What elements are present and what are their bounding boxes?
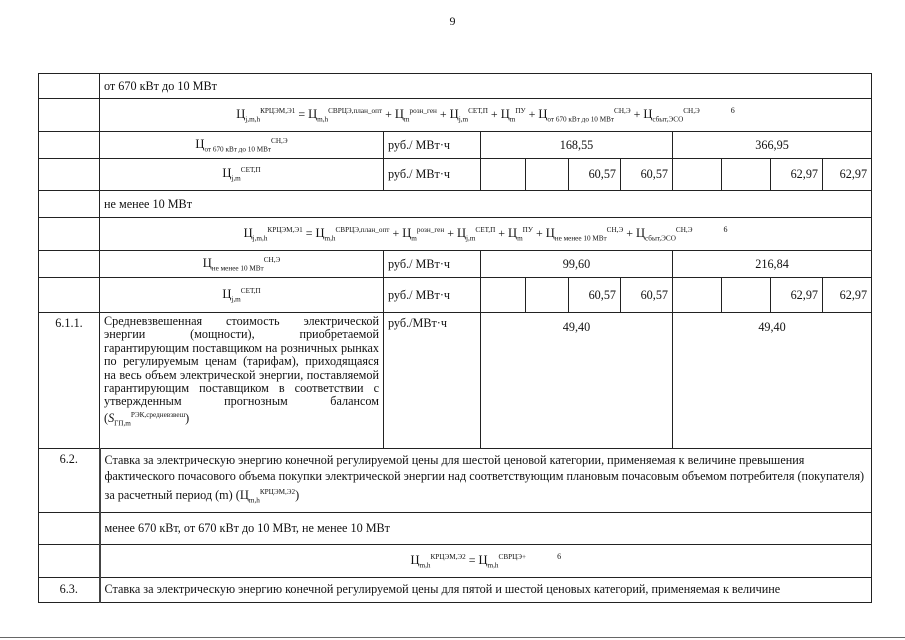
- value-cell: 49,40: [673, 313, 872, 449]
- table-row: [39, 74, 872, 99]
- table-row: [39, 159, 872, 191]
- item-number: 6.2.: [39, 449, 100, 513]
- page-edge-line: [0, 637, 905, 638]
- item-description: Ставка за электрическую энергию конечной регулируемой цены для пятой и шестой ценовых категорий, применяемая к величине: [100, 577, 872, 602]
- table-row: [39, 544, 872, 577]
- value-cell: [526, 278, 569, 313]
- value-cell: 60,57: [569, 159, 621, 191]
- tariff-table: [38, 73, 872, 603]
- item-description: Средневзвешенная стоимость электрической энергии (мощности), приобретаемой гарантирующим поставщиком на розничных рынках по регулируемым ценам (тарифам), приходящаяся на весь объем электрической энергии, поставляемой гарантирующим поставщиком в соответствии с утвержденным прогнозным балансом $(S_{ГП,m}^{РЭК,средневзвеш})$: [100, 313, 384, 449]
- footnote-mark: 6: [730, 106, 735, 116]
- unit-cell: руб./ МВт·ч: [384, 159, 481, 191]
- value-cell: 216,84: [673, 251, 872, 278]
- symbol-set-670: $Ц_{j,m}^{СЕТ,П}$: [100, 159, 384, 191]
- footnote-mark: 6: [723, 225, 728, 235]
- table-row: [39, 99, 872, 132]
- value-cell: 60,57: [569, 278, 621, 313]
- table-row: [39, 251, 872, 278]
- value-cell: 168,55: [481, 132, 673, 159]
- symbol-sn-670: $Ц_{от 670 кВт до 10 МВт}^{СН,Э}$: [100, 132, 384, 159]
- page-number: 9: [449, 14, 456, 28]
- unit-cell: руб./ МВт·ч: [384, 251, 481, 278]
- table-row: [39, 449, 872, 513]
- table-row: [39, 313, 872, 449]
- value-cell: [673, 159, 722, 191]
- value-cell: 60,57: [621, 278, 673, 313]
- formula-e2: $Ц_{m,h}^{КРЦЭМ,Э2} = Ц_{m,h}^{СВРЦЭ+}$ $^6$: [100, 544, 872, 577]
- section-heading: от 670 кВт до 10 МВт: [100, 74, 872, 99]
- value-cell: 62,97: [771, 159, 823, 191]
- item-description: Ставка за электрическую энергию конечной регулируемой цены для шестой ценовой категории, применяемая к величине превышения фактического почасового объема покупки электрической энергии над соответствующим плановым почасовым объемом потребителя (покупателя) за расчетный период (m) $(Ц_{m,h}^{КРЦЭМ,Э2})$: [100, 449, 872, 513]
- formula-e1-10: $Ц_{j,m,h}^{КРЦЭМ,Э1} = Ц_{m,h}^{СВРЦЭ,план\_опт} + Ц_m^{розн\_ген} + Ц_{j,m}^{СЕТ,П} + Ц_m^{ПУ} + Ц_{не менее 10 МВт}^{СН,Э} + Ц_{сбыт,ЭСО}^{СН,Э}$ $^6$: [100, 218, 872, 251]
- value-cell: [722, 278, 771, 313]
- value-cell: [722, 159, 771, 191]
- table-row: [39, 577, 872, 602]
- value-cell: 366,95: [673, 132, 872, 159]
- value-cell: 49,40: [481, 313, 673, 449]
- table-row: [39, 512, 872, 544]
- value-cell: [526, 159, 569, 191]
- value-cell: [481, 278, 526, 313]
- value-cell: [481, 159, 526, 191]
- table-row: [39, 191, 872, 218]
- value-cell: [673, 278, 722, 313]
- symbol-set-10: $Ц_{j,m}^{СЕТ,П}$: [100, 278, 384, 313]
- unit-cell: руб./ МВт·ч: [384, 132, 481, 159]
- unit-cell: руб./МВт·ч: [384, 313, 481, 449]
- item-number: 6.1.1.: [39, 313, 100, 449]
- footnote-mark: 6: [557, 551, 562, 561]
- table-row: [39, 218, 872, 251]
- table-row: [39, 132, 872, 159]
- symbol-sn-10: $Ц_{не менее 10 МВт}^{СН,Э}$: [100, 251, 384, 278]
- value-cell: 62,97: [771, 278, 823, 313]
- section-heading: менее 670 кВт, от 670 кВт до 10 МВт, не менее 10 МВт: [100, 512, 872, 544]
- value-cell: 62,97: [823, 278, 872, 313]
- unit-cell: руб./ МВт·ч: [384, 278, 481, 313]
- value-cell: 62,97: [823, 159, 872, 191]
- section-heading: не менее 10 МВт: [100, 191, 872, 218]
- value-cell: 99,60: [481, 251, 673, 278]
- formula-e1-670: $Ц_{j,m,h}^{КРЦЭМ,Э1} = Ц_{m,h}^{СВРЦЭ,план\_опт} + Ц_m^{розн\_ген} + Ц_{j,m}^{СЕТ,П} + Ц_m^{ПУ} + Ц_{от 670 кВт до 10 МВт}^{СН,Э} + Ц_{сбыт,ЭСО}^{СН,Э}$ $^6$: [100, 99, 872, 132]
- table-row: [39, 278, 872, 313]
- item-number: 6.3.: [39, 577, 100, 602]
- value-cell: 60,57: [621, 159, 673, 191]
